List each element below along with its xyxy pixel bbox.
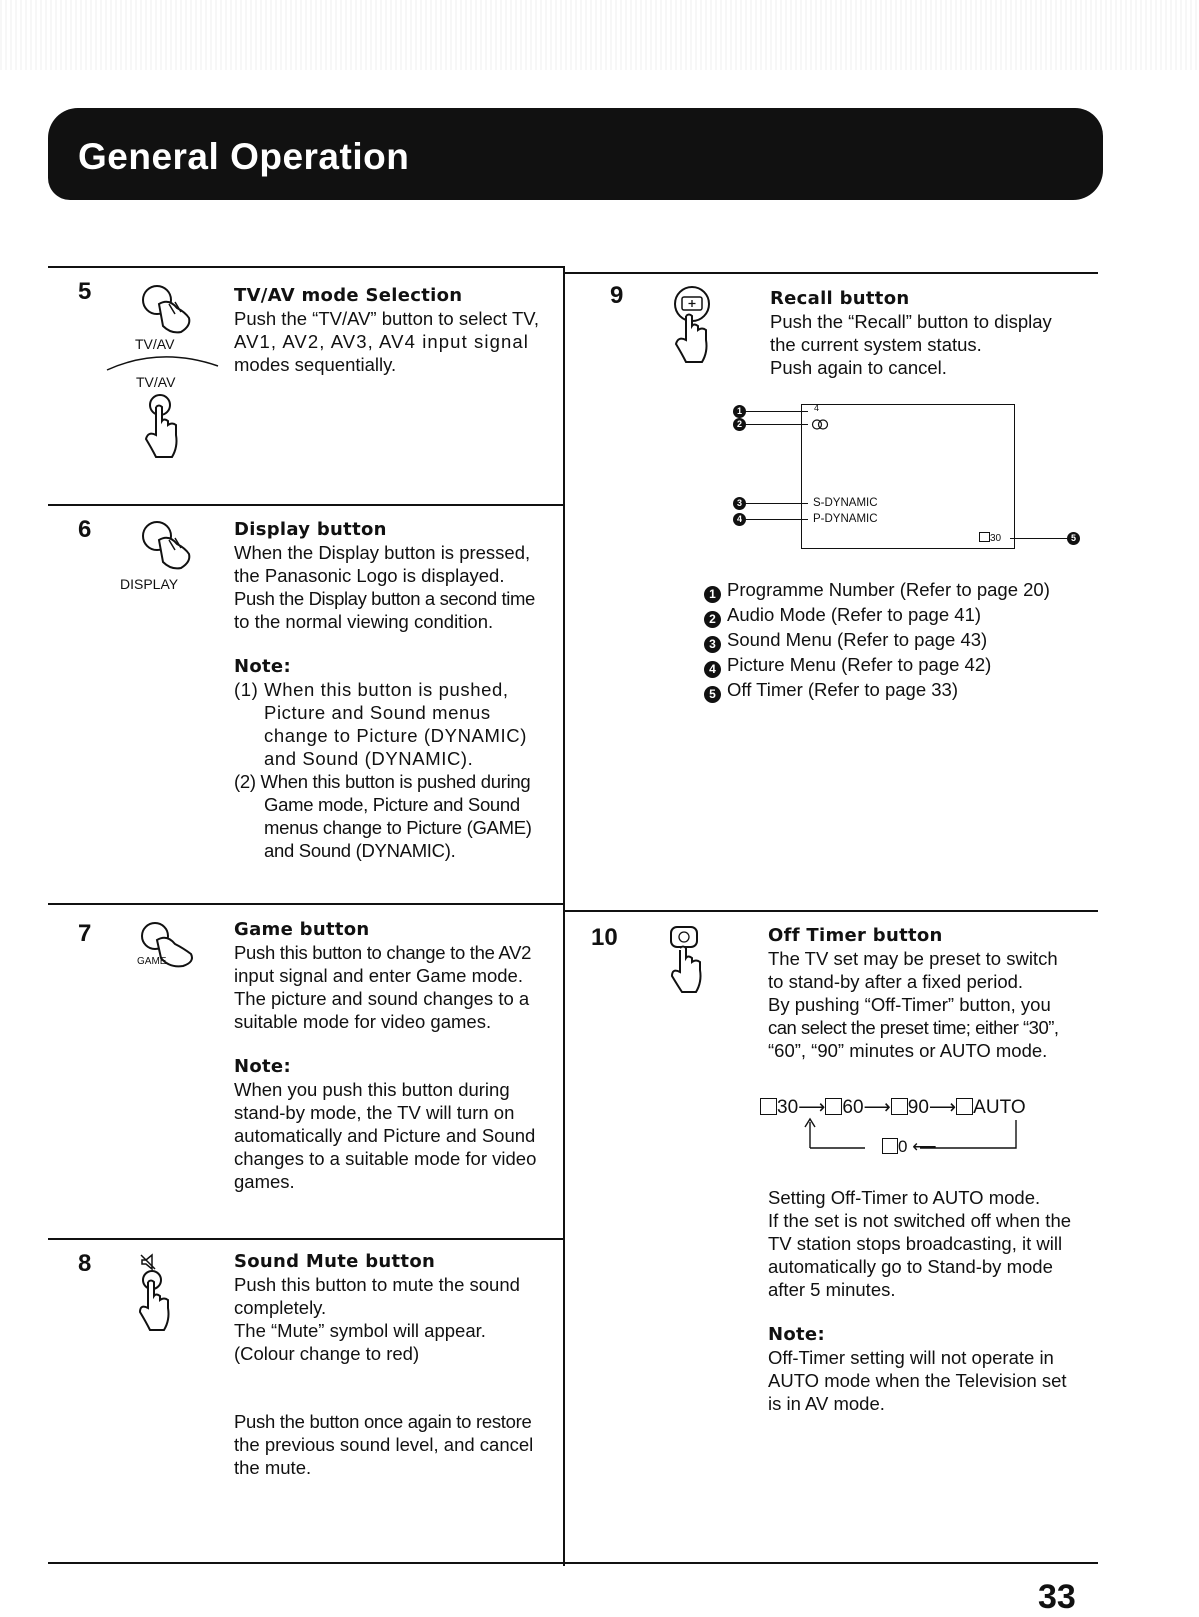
step-number: 6 xyxy=(78,516,92,543)
note-title: Note: xyxy=(768,1324,825,1345)
tv-screen-diagram xyxy=(801,404,1015,549)
section-tv-av xyxy=(234,284,559,376)
body-line: AV1, AV2, AV3, AV4 input signal xyxy=(234,331,529,352)
step-number: 10 xyxy=(591,924,618,951)
callout-marker: 1 xyxy=(733,405,746,418)
body-line: Push the button once again to restore xyxy=(234,1411,532,1432)
pointing-hand-icon xyxy=(142,393,182,459)
recall-button-icon xyxy=(672,286,724,366)
step-number: 8 xyxy=(78,1250,92,1277)
legend-item: 1 Programme Number (Refer to page 20) xyxy=(704,578,1050,603)
step-number: 9 xyxy=(610,282,624,309)
timer-box-icon xyxy=(882,1138,898,1154)
timer-step: 30 xyxy=(777,1097,799,1118)
section-title: Off Timer button xyxy=(768,925,943,946)
stereo-audio-icon xyxy=(811,419,829,430)
divider xyxy=(48,1562,1098,1564)
legend-item: 5 Off Timer (Refer to page 33) xyxy=(704,678,1050,703)
callout-line xyxy=(742,411,808,412)
section-title: Sound Mute button xyxy=(234,1251,436,1272)
timer-zero-step: 0 ⟵ xyxy=(882,1137,937,1157)
section-title: Game button xyxy=(234,919,370,940)
divider xyxy=(565,910,1098,912)
picture-menu-readout: P-DYNAMIC xyxy=(813,513,878,525)
timer-box-icon xyxy=(979,532,990,542)
divider xyxy=(565,272,1098,274)
remote-curve-icon xyxy=(105,352,220,374)
body-line: to the normal viewing condition. xyxy=(234,611,494,632)
section-recall xyxy=(770,287,1100,379)
body-line: the previous sound level, and cancel xyxy=(234,1434,534,1455)
body-line: automatically go to Stand-by mode xyxy=(768,1256,1053,1277)
body-line: Push this button to change to the AV2 xyxy=(234,942,532,963)
button-label: TV/AV xyxy=(136,374,176,390)
legend-item: 4 Picture Menu (Refer to page 42) xyxy=(704,653,1050,678)
callout-marker: 4 xyxy=(733,513,746,526)
timer-step: 60 xyxy=(842,1097,864,1118)
body-line: Push the “Recall” button to display xyxy=(770,311,1052,332)
note-line: When you push this button during xyxy=(234,1079,510,1100)
section-title: TV/AV mode Selection xyxy=(234,285,463,306)
body-line: Push again to cancel. xyxy=(770,357,947,378)
program-number-readout: 4 xyxy=(814,403,820,413)
callout-legend xyxy=(704,578,1050,703)
timer-readout-group xyxy=(979,532,1001,544)
button-label: TV/AV xyxy=(135,336,175,352)
body-line: “60”, “90” minutes or AUTO mode. xyxy=(768,1040,1048,1061)
section-display xyxy=(234,518,559,862)
timer-box-icon xyxy=(760,1098,777,1115)
note-line: Off-Timer setting will not operate in xyxy=(768,1347,1054,1368)
header-banner xyxy=(48,108,1103,200)
body-line: can select the preset time; either “30”, xyxy=(768,1017,1059,1038)
note-title: Note: xyxy=(234,1056,291,1077)
legend-item: 3 Sound Menu (Refer to page 43) xyxy=(704,628,1050,653)
timer-box-icon xyxy=(891,1098,908,1115)
note-line: stand-by mode, the TV will turn on xyxy=(234,1102,515,1123)
off-timer-button-icon xyxy=(668,924,710,996)
body-line: When the Display button is pressed, xyxy=(234,542,531,563)
body-line: (Colour change to red) xyxy=(234,1343,420,1364)
body-line: the Panasonic Logo is displayed. xyxy=(234,565,505,586)
section-off-timer-auto xyxy=(768,1186,1098,1415)
note-line: changes to a suitable mode for video xyxy=(234,1148,537,1169)
body-line: after 5 minutes. xyxy=(768,1279,896,1300)
divider xyxy=(48,266,565,268)
mute-button-icon xyxy=(138,1254,178,1334)
section-off-timer xyxy=(768,924,1098,1062)
callout-marker: 2 xyxy=(733,418,746,431)
timer-box-icon xyxy=(956,1098,973,1115)
callout-marker: 5 xyxy=(1067,532,1080,545)
note-line: AUTO mode when the Television set xyxy=(768,1370,1067,1391)
note-item: (1) When this button is pushed, Picture and Sound menus change to Picture (DYNAMIC) and Sound (DYNAMIC). xyxy=(234,679,527,769)
body-line: the current system status. xyxy=(770,334,982,355)
note-item: (2) When this button is pushed during Game mode, Picture and Sound menus change to Picture (GAME) and Sound (DYNAMIC). xyxy=(234,771,532,861)
callout-line xyxy=(742,424,808,425)
timer-step: 90 xyxy=(907,1097,929,1118)
body-line: input signal and enter Game mode. xyxy=(234,965,523,986)
timer-readout: 30 xyxy=(990,533,1002,544)
step-number: 7 xyxy=(78,920,92,947)
column-divider xyxy=(563,266,565,1566)
section-game xyxy=(234,918,559,1193)
note-line: automatically and Picture and Sound xyxy=(234,1125,536,1146)
sound-menu-readout: S-DYNAMIC xyxy=(813,497,878,509)
legend-item: 2 Audio Mode (Refer to page 41) xyxy=(704,603,1050,628)
body-line: completely. xyxy=(234,1297,327,1318)
timer-box-icon xyxy=(825,1098,842,1115)
section-mute xyxy=(234,1250,559,1479)
note-line: is in AV mode. xyxy=(768,1393,885,1414)
body-line: modes sequentially. xyxy=(234,354,397,375)
divider xyxy=(48,504,565,506)
body-line: If the set is not switched off when the xyxy=(768,1210,1072,1231)
timer-step: 0 xyxy=(898,1137,908,1156)
body-line: Push this button to mute the sound xyxy=(234,1274,520,1295)
scan-noise xyxy=(0,0,1199,70)
note-line: games. xyxy=(234,1171,295,1192)
body-line: Setting Off-Timer to AUTO mode. xyxy=(768,1187,1041,1208)
callout-marker: 3 xyxy=(733,497,746,510)
page-title: General Operation xyxy=(78,136,410,177)
body-line: By pushing “Off-Timer” button, you xyxy=(768,994,1051,1015)
note-title: Note: xyxy=(234,656,291,677)
callout-line xyxy=(1010,538,1070,539)
divider xyxy=(48,1238,565,1240)
section-title: Recall button xyxy=(770,288,910,309)
callout-line xyxy=(742,503,808,504)
body-line: suitable mode for video games. xyxy=(234,1011,492,1032)
divider xyxy=(48,903,565,905)
body-line: to stand-by after a fixed period. xyxy=(768,971,1024,992)
callout-line xyxy=(742,519,808,520)
timer-step: AUTO xyxy=(973,1097,1026,1118)
body-line: the mute. xyxy=(234,1457,312,1478)
timer-sequence: 30⟶ 60⟶ 90⟶ AUTO xyxy=(760,1096,1026,1119)
step-number: 5 xyxy=(78,278,92,305)
body-line: The “Mute” symbol will appear. xyxy=(234,1320,486,1341)
display-button-icon xyxy=(135,518,205,578)
button-label: GAME xyxy=(137,956,167,967)
body-line: The picture and sound changes to a xyxy=(234,988,530,1009)
section-title: Display button xyxy=(234,519,387,540)
tv-av-button-icon xyxy=(135,282,205,342)
body-line: The TV set may be preset to switch xyxy=(768,948,1058,969)
page-number: 33 xyxy=(1038,1578,1076,1616)
body-line: Push the “TV/AV” button to select TV, xyxy=(234,308,540,329)
body-line: TV station stops broadcasting, it will xyxy=(768,1233,1063,1254)
button-label: DISPLAY xyxy=(120,576,179,592)
body-line: Push the Display button a second time xyxy=(234,588,535,609)
